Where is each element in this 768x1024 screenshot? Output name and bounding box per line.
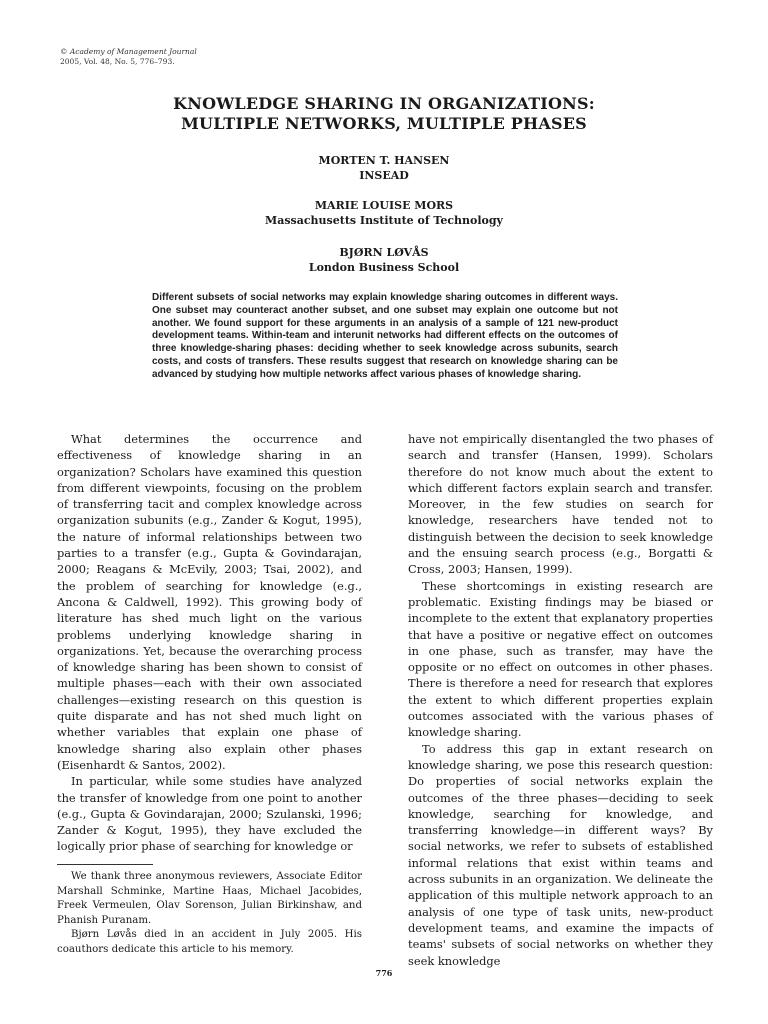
- footnote-dedication: Bjørn Løvås died in an accident in July 2005. His coauthors dedicate this article to his memory.: [57, 929, 362, 955]
- body-paragraph: What determines the occurrence and effectiveness of knowledge sharing in an organization? Scholars have examined this question from different viewpoints, focusing on the problem of transferring tacit and complex knowledge across organization subunits (e.g., Zander & Kogut, 1995), the nature of informal relationships between two parties to a transfer (e.g., Gupta & Govindarajan, 2000; Reagans & McEvily, 2003; Tsai, 2002), and the problem of searching for knowledge (e.g., Ancona & Caldwell, 1992). This growing body of literature has shed much light on the various problems underlying knowledge sharing in organizations. Yet, because the overarching process of knowledge sharing has been shown to consist of multiple phases—each with their own associated challenges—existing research on this question is quite disparate and has not shed much light on whether variables that explain one phase of knowledge sharing also explain other phases (Eisenhardt & Santos, 2002).: [57, 432, 362, 772]
- body-paragraph: In particular, while some studies have analyzed the transfer of knowledge from one point to another (e.g., Gupta & Govindarajan, 2000; Szulanski, 1996; Zander & Kogut, 1995), they have excluded the logically prior phase of searching for knowledge or: [57, 774, 362, 854]
- body-column-left: [57, 431, 362, 855]
- author-2: [0, 198, 768, 228]
- author-3: [0, 245, 768, 275]
- journal-name: © Academy of Management Journal: [60, 47, 197, 56]
- abstract: Different subsets of social networks may explain knowledge sharing outcomes in different ways. One subset may counteract another subset, and one subset may explain one outcome but not another. We found support for these arguments in an analysis of a sample of 121 new-product development teams. Within-team and interunit networks had different effects on the outcomes of three knowledge-sharing phases: deciding whether to seek knowledge across subunits, search costs, and costs of transfers. These results suggest that research on knowledge sharing can be advanced by studying how multiple networks affect various phases of knowledge sharing.: [152, 292, 618, 380]
- author-name: MORTEN T. HANSEN: [318, 154, 450, 167]
- journal-header: [60, 47, 197, 67]
- author-1: [0, 153, 768, 183]
- journal-citation: 2005, Vol. 48, No. 5, 776–793.: [60, 57, 175, 66]
- author-affiliation: Massachusetts Institute of Technology: [265, 214, 503, 227]
- title-line-1: KNOWLEDGE SHARING IN ORGANIZATIONS:: [173, 94, 595, 113]
- page-number: 776: [375, 968, 393, 978]
- body-column-right: [408, 431, 713, 969]
- footnote-acknowledgments: We thank three anonymous reviewers, Associate Editor Marshall Schminke, Martine Haas, Michael Jacobides, Freek Vermeulen, Olav Sorenson, Julian Birkinshaw, and Phanish Puranam.: [57, 871, 362, 926]
- body-paragraph: These shortcomings in existing research are problematic. Existing findings may be biased or incomplete to the extent that explanatory properties that have a positive or negative effect on outcomes in one phase, such as transfer, may have the opposite or no effect on outcomes in other phases. There is therefore a need for research that explores the extent to which different properties explain outcomes associated with the various phases of knowledge sharing.: [408, 578, 713, 740]
- title-line-2: MULTIPLE NETWORKS, MULTIPLE PHASES: [181, 114, 587, 133]
- author-affiliation: INSEAD: [359, 169, 409, 182]
- body-paragraph: To address this gap in extant research on knowledge sharing, we pose this research question: Do properties of social networks explain the outcomes of the three phases—deciding to seek knowledge, searching for knowledge, and transferring knowledge—in different ways? By social networks, we refer to subsets of established informal relations that exist within teams and across subunits in an organization. We delineate the application of this multiple network approach to an analysis of one type of task units, new-product development teams, and examine the impacts of teams' subsets of social networks on whether they seek knowledge: [408, 741, 713, 968]
- footnote-divider: [57, 864, 153, 865]
- article-title: [0, 94, 768, 134]
- footnotes: [57, 870, 362, 957]
- body-paragraph: have not empirically disentangled the two phases of search and transfer (Hansen, 1999). Scholars therefore do not know much about the extent to which different factors explain search and transfer. Moreover, in the few studies on search for knowledge, researchers have tended not to distinguish between the decision to seek knowledge and the ensuing search process (e.g., Borgatti & Cross, 2003; Hansen, 1999).: [408, 432, 713, 577]
- author-name: BJØRN LØVÅS: [339, 246, 429, 259]
- author-affiliation: London Business School: [308, 261, 460, 274]
- author-name: MARIE LOUISE MORS: [314, 199, 454, 212]
